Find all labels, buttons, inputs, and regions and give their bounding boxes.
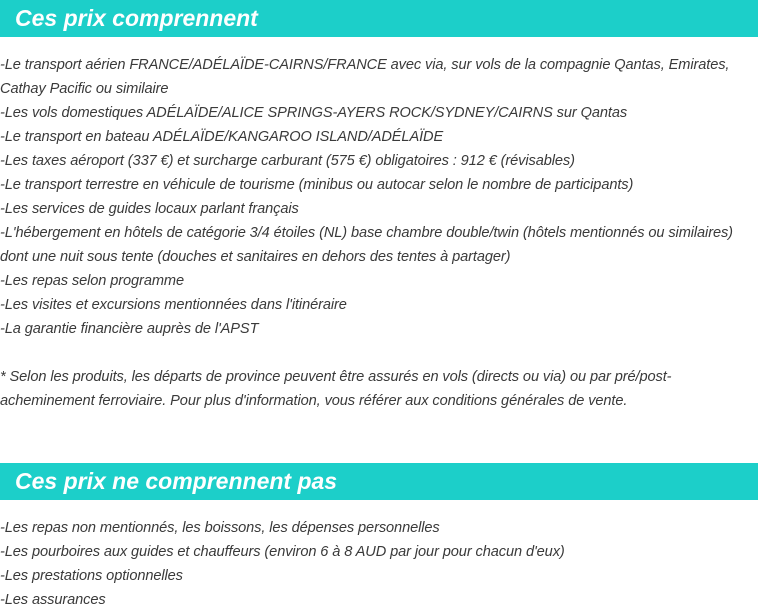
list-item: -Les visites et excursions mentionnées dans l'itinéraire [0, 297, 347, 313]
list-item: -Les pourboires aux guides et chauffeurs (environ 6 à 8 AUD par jour pour chacun d'eux) [0, 544, 565, 560]
excluded-list [0, 516, 758, 612]
list-item: -Les taxes aéroport (337 €) et surcharge carburant (575 €) obligatoires : 912 € (révisables) [0, 153, 575, 169]
section-header-excluded: Ces prix ne comprennent pas [0, 463, 758, 500]
list-item: -L'hébergement en hôtels de catégorie 3/4 étoiles (NL) base chambre double/twin (hôtels mentionnés ou similaires) dont une nuit sous tente (douches et sanitaires en dehors des tentes à partager) [0, 225, 733, 265]
list-item: -La garantie financière auprès de l'APST [0, 321, 259, 337]
list-item: -Le transport en bateau ADÉLAÏDE/KANGAROO ISLAND/ADÉLAÏDE [0, 129, 444, 145]
list-item: -Le transport terrestre en véhicule de tourisme (minibus ou autocar selon le nombre de participants) [0, 177, 634, 193]
list-item: -Les repas selon programme [0, 273, 184, 289]
section-header-included: Ces prix comprennent [0, 0, 758, 37]
list-item: -Le transport aérien FRANCE/ADÉLAÏDE-CAIRNS/FRANCE avec via, sur vols de la compagnie Qantas, Emirates, Cathay Pacific ou similaire [0, 57, 730, 97]
included-list [0, 53, 758, 341]
list-item: -Les vols domestiques ADÉLAÏDE/ALICE SPRINGS-AYERS ROCK/SYDNEY/CAIRNS sur Qantas [0, 105, 628, 121]
list-item: -Les repas non mentionnés, les boissons, les dépenses personnelles [0, 520, 440, 536]
departure-note: * Selon les produits, les départs de province peuvent être assurés en vols (directs ou via) ou par pré/post-acheminement ferroviaire. Pour plus d'information, vous référer aux conditions générales de vente. [0, 369, 672, 409]
list-item: -Les prestations optionnelles [0, 568, 183, 584]
list-item: -Les assurances [0, 592, 106, 608]
list-item: -Les services de guides locaux parlant français [0, 201, 299, 217]
